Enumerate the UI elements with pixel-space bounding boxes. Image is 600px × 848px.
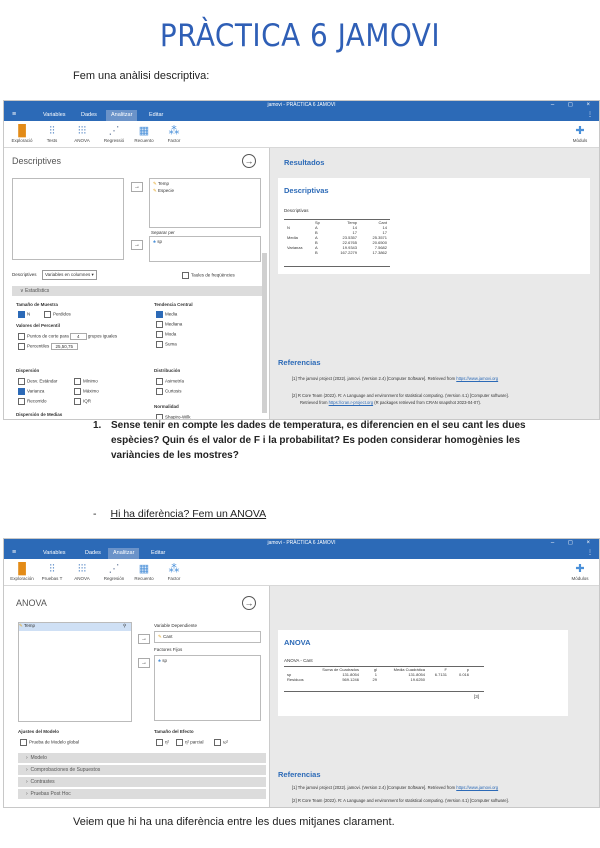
- option-skewness[interactable]: Asimetría: [156, 378, 184, 385]
- jamovi-window-descriptives: [3, 100, 600, 420]
- checkbox[interactable]: [156, 331, 163, 338]
- option-shapiro[interactable]: Shapiro-Wilk: [156, 414, 191, 420]
- reference-2: [2] R Core Team (2022). R: A Language and environment for statistical computing. (Version 4.1) [Computer software].: [292, 798, 509, 803]
- tab-edit[interactable]: Editar: [151, 550, 166, 556]
- variable-item[interactable]: ♣ sp: [153, 239, 162, 244]
- cut-points-input[interactable]: 4: [70, 333, 87, 340]
- variable-item[interactable]: ✎ Especie: [153, 188, 175, 193]
- option-min[interactable]: Mínimo: [74, 378, 98, 385]
- variable-item[interactable]: ♣ sp: [158, 658, 167, 663]
- title-bar: [4, 539, 599, 548]
- tab-analyse[interactable]: Analitzar: [108, 548, 139, 559]
- descriptives-table: [284, 220, 390, 255]
- checkbox[interactable]: [18, 343, 25, 350]
- conclusion-text: Veiem que hi ha una diferència entre les dues mitjanes clarament.: [73, 816, 395, 828]
- factor-icon: ⁂: [168, 563, 180, 575]
- table-row: B 17 17: [315, 230, 387, 235]
- section-assumptions[interactable]: › Comprobaciones de Supuestos: [18, 765, 266, 775]
- results-panel: [270, 586, 599, 807]
- percentiles-input[interactable]: 25,50,75: [51, 343, 79, 350]
- results-panel: [270, 148, 599, 419]
- frequencies-button[interactable]: ▦ Recuento: [129, 562, 159, 581]
- variable-item[interactable]: ✎ Temp: [153, 181, 169, 186]
- central-tendency-heading: Tendencia Central: [154, 302, 193, 307]
- table-row: B 167.2279 17.3862: [315, 250, 387, 255]
- option-mean[interactable]: Media: [156, 311, 177, 318]
- checkbox[interactable]: [214, 739, 221, 746]
- window-title: jamovi - PRÀCTICA 6 JAMOVI: [267, 540, 336, 546]
- checkbox[interactable]: [20, 739, 27, 746]
- percentiles-heading: Valores del Percentil: [16, 323, 61, 328]
- references-title: Referencias: [278, 358, 321, 367]
- layout-select[interactable]: Variables en columnes ▾: [42, 270, 97, 280]
- card-title: Descriptivas: [284, 186, 329, 195]
- tab-edit[interactable]: Editar: [149, 112, 164, 118]
- results-card: [278, 178, 590, 274]
- ttest-icon: ⫶⫶: [49, 125, 55, 137]
- table-row: B 22.6765 20.6500: [315, 240, 387, 245]
- option-global-test[interactable]: Prueba de Modelo global: [20, 739, 79, 746]
- checkbox[interactable]: [18, 311, 25, 318]
- checkbox[interactable]: [176, 739, 183, 746]
- section-contrasts[interactable]: › Contrastes: [18, 777, 266, 787]
- anova-button[interactable]: ⫶⫶⫶ ANOVA: [67, 124, 97, 143]
- bullet-text: Hi ha diferència? Fem un ANOVA: [110, 508, 267, 520]
- table-caption: ANOVA - Cant: [284, 658, 313, 663]
- checkbox[interactable]: [156, 341, 163, 348]
- fixed-factors-label: Factores Fijos: [154, 647, 183, 652]
- anova-icon: ⫶⫶⫶: [77, 125, 87, 137]
- option-n[interactable]: N: [18, 311, 30, 318]
- more-icon[interactable]: ⋮: [587, 550, 593, 556]
- option-missing[interactable]: Perdidos: [44, 311, 71, 318]
- toolbar: [4, 121, 599, 148]
- tab-data[interactable]: Dades: [85, 550, 101, 556]
- reference-1: [1] The jamovi project (2022). jamovi. (Version 2.4) [Computer Software]. Retrieved from https://www.jamovi.org: [292, 376, 499, 381]
- variable-item-selected[interactable]: ✎ Temp: [19, 623, 131, 631]
- model-fit-heading: Ajustes del Modelo: [18, 729, 60, 734]
- checkbox[interactable]: [18, 388, 25, 395]
- section-posthoc[interactable]: › Pruebas Post Hoc: [18, 789, 266, 799]
- results-header: Resultados: [284, 158, 325, 167]
- move-dependent-button[interactable]: →: [138, 634, 150, 644]
- table-caption: Descriptivas: [284, 208, 309, 213]
- menu-bar: [4, 548, 599, 559]
- checkbox[interactable]: [156, 388, 163, 395]
- page-title: PRÀCTICA 6 JAMOVI: [159, 18, 441, 54]
- options-panel: [4, 148, 270, 419]
- option-cut-points[interactable]: Puntos de corte para 4 grupos iguales: [18, 333, 117, 340]
- checkbox[interactable]: [156, 321, 163, 328]
- plus-icon: ✚: [575, 563, 585, 575]
- option-eta[interactable]: η²: [156, 739, 169, 746]
- factor-button[interactable]: ⁂ Factor: [159, 124, 189, 143]
- ttest-icon: ⫶⫶: [49, 563, 55, 575]
- option-mode[interactable]: Moda: [156, 331, 176, 338]
- regression-button[interactable]: ⋰ Regressió: [99, 124, 129, 143]
- section-model[interactable]: › Modelo: [18, 753, 266, 763]
- tab-variables[interactable]: Variables: [43, 112, 66, 118]
- mean-dispersion-heading: Dispersión de Medias: [16, 412, 63, 417]
- card-title: ANOVA: [284, 638, 311, 647]
- option-max[interactable]: Máximo: [74, 388, 99, 395]
- dependent-label: Variable Dependiente: [154, 623, 197, 628]
- option-range[interactable]: Recorrido: [18, 398, 47, 405]
- table-row: Media A 23.5357 25.3571: [287, 235, 387, 240]
- normality-heading: Normalidad: [154, 404, 179, 409]
- checkbox[interactable]: [44, 311, 51, 318]
- reference-1: [1] The jamovi project (2022). jamovi. (Version 2.4) [Computer Software]. Retrieved from https://www.jamovi.org: [292, 785, 499, 790]
- table-row: N A 14 14: [287, 225, 387, 230]
- regression-icon: ⋰: [108, 125, 120, 137]
- anova-button[interactable]: ⫶⫶⫶ ANOVA: [67, 562, 97, 581]
- regression-icon: ⋰: [108, 563, 120, 575]
- reference-link[interactable]: https://cran.r-project.org: [328, 400, 374, 405]
- analysis-title: Descriptives: [12, 156, 62, 166]
- option-iqr[interactable]: IQR: [74, 398, 91, 405]
- option-partial-eta[interactable]: η² parcial: [176, 739, 204, 746]
- regression-button[interactable]: ⋰ Regresión: [99, 562, 129, 581]
- checkbox[interactable]: [74, 398, 81, 405]
- intro-text: Fem una anàlisi descriptiva:: [73, 70, 210, 82]
- references-title: Referencias: [278, 770, 321, 779]
- tab-variables[interactable]: Variables: [43, 550, 66, 556]
- hamburger-icon[interactable]: ≡: [12, 549, 17, 556]
- reference-2: [2] R Core Team (2022). R: A Language and environment for statistical computing. (Version 4.1) [Computer software].: [292, 393, 509, 398]
- option-sd[interactable]: Desv. Estándar: [18, 378, 57, 385]
- bar-chart-icon: ▐▌: [14, 125, 30, 137]
- variable-list[interactable]: [12, 178, 124, 260]
- ttests-button[interactable]: ⫶⫶ Tests: [37, 124, 67, 143]
- table-header-row: Sp Temp Cant: [315, 220, 387, 225]
- reference-link[interactable]: https://www.jamovi.org: [456, 785, 499, 790]
- question-text: Sense tenir en compte les dades de temperatura, es diferencien en el seu cant les dues espècies? Quin és el valor de F i la probabilitat? Es poden considerar homogènies les variàncies de les mostres?: [111, 420, 526, 461]
- exploration-button[interactable]: ▐▌ Exploració: [7, 124, 37, 143]
- anova-table: [284, 667, 472, 682]
- checkbox[interactable]: [74, 378, 81, 385]
- option-percentiles[interactable]: Percentiles 25,50,75: [18, 343, 78, 350]
- window-controls[interactable]: – ◻ ×: [550, 102, 596, 108]
- checkbox[interactable]: [156, 378, 163, 385]
- option-sum[interactable]: Suma: [156, 341, 177, 348]
- move-variable-button[interactable]: →: [131, 182, 143, 192]
- table-row: Varianza A 19.9343 7.5682: [287, 245, 387, 250]
- variables-target-box[interactable]: [149, 178, 261, 228]
- fixed-factors-box[interactable]: [154, 655, 261, 721]
- variable-list[interactable]: [18, 622, 132, 722]
- options-panel: [4, 586, 270, 807]
- effect-size-heading: Tamaño del Efecto: [154, 729, 194, 734]
- option-variance[interactable]: Varianza: [18, 388, 44, 395]
- option-median[interactable]: Mediana: [156, 321, 182, 328]
- grid-icon: ▦: [138, 125, 150, 137]
- distribution-heading: Distribución: [154, 368, 181, 373]
- table-rule: [284, 691, 484, 692]
- arrow-right-icon[interactable]: →: [242, 154, 256, 168]
- dispersion-heading: Dispersión: [16, 368, 40, 373]
- scrollbar[interactable]: [262, 253, 267, 413]
- tab-data[interactable]: Dades: [81, 112, 97, 118]
- toolbar: [4, 559, 599, 586]
- tab-analyse[interactable]: Analitzar: [106, 110, 137, 121]
- title-bar: [4, 101, 599, 110]
- bar-chart-icon: ▐▌: [14, 563, 30, 575]
- table-note: [3]: [474, 694, 480, 699]
- move-split-button[interactable]: →: [131, 240, 143, 250]
- checkbox[interactable]: [74, 388, 81, 395]
- modules-button[interactable]: ✚ Módulos: [565, 562, 595, 581]
- option-kurtosis[interactable]: Curtosis: [156, 388, 182, 395]
- table-row: sp 131.8054 1 131.8054 6.7131 0.016: [287, 672, 469, 677]
- hamburger-icon[interactable]: ≡: [12, 111, 17, 118]
- table-header-row: Suma de Cuadrados gl Media Cuadrática F p: [322, 667, 469, 672]
- reference-2-cont: Retrieved from https://cran.r-project.org (R packages retrieved from CRAN snapshot 2023-04-07).: [300, 400, 482, 405]
- question-1: [93, 418, 533, 463]
- table-row: Residuos 569.1246 29 19.6250: [287, 677, 425, 682]
- variable-item[interactable]: ✎ Cant: [158, 634, 173, 639]
- checkbox[interactable]: [18, 378, 25, 385]
- checkbox[interactable]: [182, 272, 189, 279]
- arrow-right-icon[interactable]: →: [242, 596, 256, 610]
- plus-icon: ✚: [575, 125, 585, 137]
- jamovi-window-anova: [3, 538, 600, 808]
- dependent-target-box[interactable]: [154, 631, 261, 643]
- menu-bar: [4, 110, 599, 121]
- split-label: Separar per: [151, 230, 175, 235]
- analysis-title: ANOVA: [16, 598, 47, 608]
- bullet-dash: -: [93, 508, 97, 520]
- ttests-button[interactable]: ⫶⫶ Pruebas T: [37, 562, 67, 581]
- table-rule: [284, 266, 390, 267]
- more-icon[interactable]: ⋮: [587, 112, 593, 118]
- grid-icon: ▦: [138, 563, 150, 575]
- frequencies-button[interactable]: ▦ Recuento: [129, 124, 159, 143]
- factor-icon: ⁂: [168, 125, 180, 137]
- results-card: [278, 630, 568, 716]
- checkbox[interactable]: [156, 311, 163, 318]
- freq-tables-option[interactable]: Taules de freqüències: [182, 272, 235, 279]
- window-controls[interactable]: – ◻ ×: [550, 540, 596, 546]
- sample-size-heading: Tamaño de Muestra: [16, 302, 58, 307]
- split-target-box[interactable]: [149, 236, 261, 262]
- statistics-section[interactable]: ∨ Estadístics: [12, 286, 264, 296]
- window-title: jamovi - PRÀCTICA 6 JAMOVI: [267, 102, 336, 108]
- anova-icon: ⫶⫶⫶: [77, 563, 87, 575]
- checkbox[interactable]: [18, 398, 25, 405]
- modules-button[interactable]: ✚ Mòduls: [565, 124, 595, 143]
- descriptives-label: Descriptives: [12, 272, 37, 277]
- checkbox[interactable]: [18, 333, 25, 340]
- checkbox[interactable]: [156, 739, 163, 746]
- search-icon[interactable]: ⚲: [123, 623, 127, 628]
- factor-button[interactable]: ⁂ Factor: [159, 562, 189, 581]
- option-omega[interactable]: ω²: [214, 739, 228, 746]
- question-number: 1.: [93, 420, 102, 431]
- move-factor-button[interactable]: →: [138, 658, 150, 668]
- bullet-item: [93, 508, 266, 520]
- reference-link[interactable]: https://www.jamovi.org: [456, 376, 499, 381]
- exploration-button[interactable]: ▐▌ Exploración: [7, 562, 37, 581]
